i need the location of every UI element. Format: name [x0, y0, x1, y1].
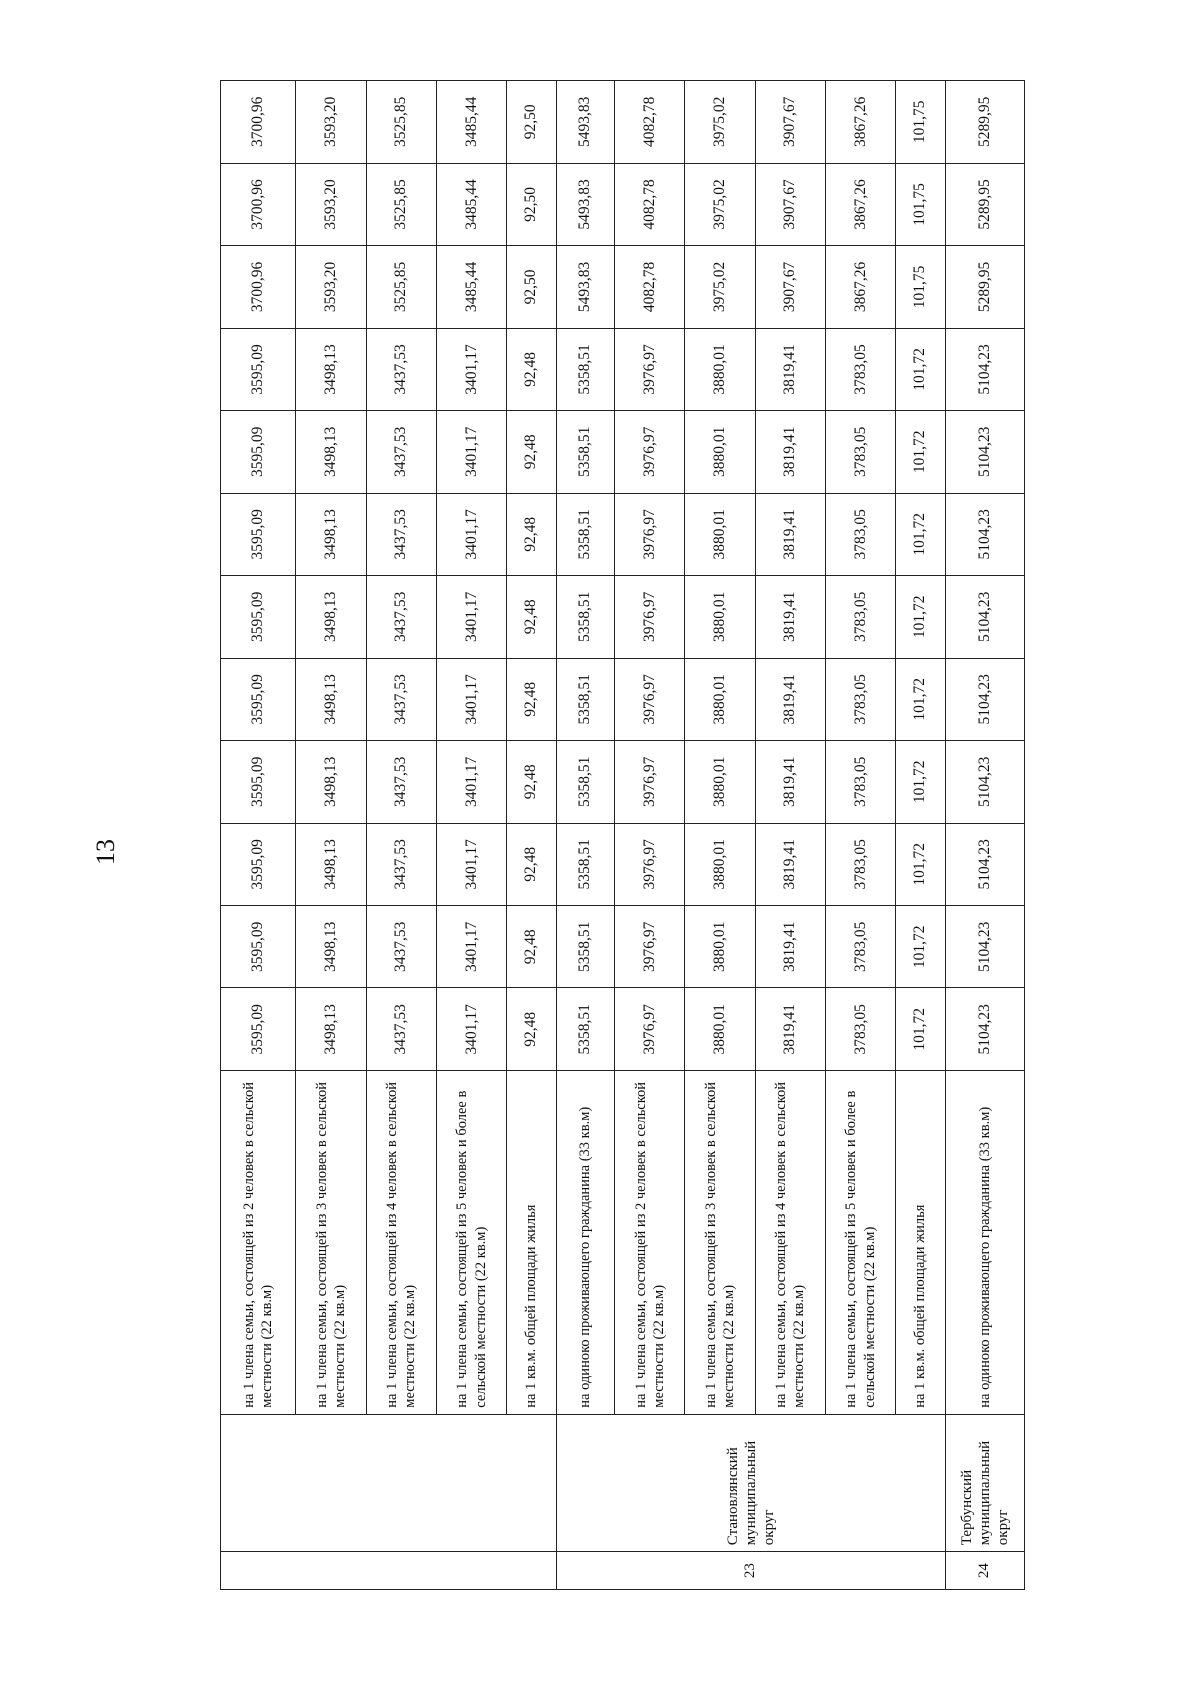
rotated-table-container — [220, 80, 1025, 1590]
value-cell: 5358,51 — [556, 906, 615, 988]
value-cell: 3783,05 — [825, 658, 895, 740]
value-cell: 3976,97 — [615, 411, 685, 493]
value-cell: 5104,23 — [945, 493, 1024, 575]
value-cell: 3976,97 — [615, 741, 685, 823]
table-row — [221, 81, 296, 1590]
value-cell: 3907,67 — [755, 81, 825, 164]
value-cell: 3485,44 — [436, 81, 506, 164]
value-cell: 3880,01 — [685, 658, 755, 740]
value-cell: 3485,44 — [436, 246, 506, 328]
value-cell: 3975,02 — [685, 163, 755, 245]
region-name-cell: Становлянский муниципальный округ — [556, 1414, 945, 1551]
value-cell: 3595,09 — [221, 906, 296, 988]
row-description: на 1 члена семьи, состоящей из 3 человек в сельской местности (22 кв.м) — [685, 1070, 755, 1414]
value-cell: 3401,17 — [436, 328, 506, 410]
table-row — [296, 81, 366, 1590]
row-description: на 1 члена семьи, состоящей из 5 человек и более в сельской местности (22 кв.м) — [825, 1070, 895, 1414]
value-cell: 3819,41 — [755, 823, 825, 905]
value-cell: 3401,17 — [436, 658, 506, 740]
value-cell: 3783,05 — [825, 906, 895, 988]
value-cell: 3975,02 — [685, 246, 755, 328]
value-cell: 3437,53 — [366, 328, 436, 410]
value-cell: 101,72 — [896, 988, 945, 1070]
value-cell: 101,75 — [896, 81, 945, 164]
value-cell: 3595,09 — [221, 411, 296, 493]
table-row — [366, 81, 436, 1590]
value-cell: 92,48 — [507, 658, 556, 740]
value-cell: 5493,83 — [556, 163, 615, 245]
value-cell: 92,48 — [507, 328, 556, 410]
row-description: на 1 члена семьи, состоящей из 4 человек в сельской местности (22 кв.м) — [366, 1070, 436, 1414]
value-cell: 5104,23 — [945, 328, 1024, 410]
region-name-cell — [221, 1414, 557, 1551]
value-cell: 3783,05 — [825, 576, 895, 658]
value-cell: 3595,09 — [221, 328, 296, 410]
value-cell: 5289,95 — [945, 81, 1024, 164]
value-cell: 3783,05 — [825, 741, 895, 823]
value-cell: 3700,96 — [221, 246, 296, 328]
value-cell: 5358,51 — [556, 493, 615, 575]
value-cell: 3437,53 — [366, 988, 436, 1070]
region-index-cell — [221, 1552, 557, 1590]
row-description: на 1 кв.м. общей площади жилья — [896, 1070, 945, 1414]
value-cell: 3819,41 — [755, 493, 825, 575]
row-description: на одиноко проживающего гражданина (33 кв.м) — [556, 1070, 615, 1414]
value-cell: 5493,83 — [556, 81, 615, 164]
value-cell: 5104,23 — [945, 823, 1024, 905]
value-cell: 3783,05 — [825, 411, 895, 493]
value-cell: 3880,01 — [685, 988, 755, 1070]
value-cell: 3401,17 — [436, 988, 506, 1070]
region-index-cell: 24 — [945, 1552, 1024, 1590]
value-cell: 3880,01 — [685, 576, 755, 658]
value-cell: 3595,09 — [221, 741, 296, 823]
value-cell: 3593,20 — [296, 81, 366, 164]
value-cell: 5289,95 — [945, 163, 1024, 245]
value-cell: 101,72 — [896, 906, 945, 988]
table-row — [615, 81, 685, 1590]
value-cell: 3819,41 — [755, 411, 825, 493]
value-cell: 92,48 — [507, 411, 556, 493]
value-cell: 5358,51 — [556, 823, 615, 905]
row-description: на одиноко проживающего гражданина (33 кв.м) — [945, 1070, 1024, 1414]
value-cell: 92,48 — [507, 576, 556, 658]
value-cell: 3700,96 — [221, 81, 296, 164]
value-cell: 5289,95 — [945, 246, 1024, 328]
value-cell: 3401,17 — [436, 411, 506, 493]
value-cell: 5104,23 — [945, 988, 1024, 1070]
value-cell: 3437,53 — [366, 823, 436, 905]
value-cell: 3880,01 — [685, 411, 755, 493]
value-cell: 5104,23 — [945, 576, 1024, 658]
value-cell: 3783,05 — [825, 823, 895, 905]
value-cell: 92,48 — [507, 493, 556, 575]
value-cell: 3595,09 — [221, 576, 296, 658]
value-cell: 3437,53 — [366, 741, 436, 823]
value-cell: 3525,85 — [366, 163, 436, 245]
value-cell: 3498,13 — [296, 658, 366, 740]
table-row — [556, 81, 615, 1590]
value-cell: 92,50 — [507, 246, 556, 328]
value-cell: 5358,51 — [556, 741, 615, 823]
value-cell: 3595,09 — [221, 988, 296, 1070]
table-row — [945, 81, 1024, 1590]
value-cell: 3867,26 — [825, 81, 895, 164]
value-cell: 3880,01 — [685, 493, 755, 575]
value-cell: 3880,01 — [685, 906, 755, 988]
value-cell: 3700,96 — [221, 163, 296, 245]
value-cell: 3437,53 — [366, 906, 436, 988]
value-cell: 3976,97 — [615, 823, 685, 905]
value-cell: 3976,97 — [615, 493, 685, 575]
value-cell: 3401,17 — [436, 493, 506, 575]
value-cell: 92,48 — [507, 906, 556, 988]
value-cell: 4082,78 — [615, 81, 685, 164]
value-cell: 3498,13 — [296, 906, 366, 988]
value-cell: 3401,17 — [436, 576, 506, 658]
value-cell: 3498,13 — [296, 328, 366, 410]
value-cell: 3976,97 — [615, 576, 685, 658]
row-description: на 1 кв.м. общей площади жилья — [507, 1070, 556, 1414]
value-cell: 3437,53 — [366, 658, 436, 740]
value-cell: 3525,85 — [366, 246, 436, 328]
row-description: на 1 члена семьи, состоящей из 5 человек и более в сельской местности (22 кв.м) — [436, 1070, 506, 1414]
tariff-table — [220, 80, 1025, 1590]
table-row — [896, 81, 945, 1590]
value-cell: 3880,01 — [685, 823, 755, 905]
value-cell: 5358,51 — [556, 576, 615, 658]
value-cell: 101,72 — [896, 823, 945, 905]
value-cell: 3867,26 — [825, 246, 895, 328]
value-cell: 5358,51 — [556, 988, 615, 1070]
value-cell: 3498,13 — [296, 823, 366, 905]
value-cell: 3498,13 — [296, 411, 366, 493]
value-cell: 101,72 — [896, 411, 945, 493]
value-cell: 3819,41 — [755, 658, 825, 740]
value-cell: 101,72 — [896, 741, 945, 823]
value-cell: 5104,23 — [945, 658, 1024, 740]
region-index-cell: 23 — [556, 1552, 945, 1590]
value-cell: 3783,05 — [825, 328, 895, 410]
value-cell: 5493,83 — [556, 246, 615, 328]
value-cell: 3907,67 — [755, 246, 825, 328]
value-cell: 92,48 — [507, 741, 556, 823]
table-row — [825, 81, 895, 1590]
value-cell: 101,75 — [896, 246, 945, 328]
value-cell: 4082,78 — [615, 246, 685, 328]
value-cell: 3976,97 — [615, 906, 685, 988]
value-cell: 3498,13 — [296, 493, 366, 575]
value-cell: 3975,02 — [685, 81, 755, 164]
value-cell: 3595,09 — [221, 658, 296, 740]
value-cell: 3498,13 — [296, 741, 366, 823]
value-cell: 3783,05 — [825, 988, 895, 1070]
value-cell: 5104,23 — [945, 411, 1024, 493]
value-cell: 92,50 — [507, 81, 556, 164]
value-cell: 3437,53 — [366, 493, 436, 575]
value-cell: 3595,09 — [221, 823, 296, 905]
value-cell: 92,48 — [507, 823, 556, 905]
value-cell: 5104,23 — [945, 906, 1024, 988]
value-cell: 3819,41 — [755, 741, 825, 823]
value-cell: 3525,85 — [366, 81, 436, 164]
table-row — [436, 81, 506, 1590]
value-cell: 3819,41 — [755, 576, 825, 658]
region-name-cell: Тербунский муниципальный округ — [945, 1414, 1024, 1551]
value-cell: 101,72 — [896, 328, 945, 410]
value-cell: 3976,97 — [615, 328, 685, 410]
table-row — [507, 81, 556, 1590]
value-cell: 3976,97 — [615, 988, 685, 1070]
value-cell: 3437,53 — [366, 411, 436, 493]
value-cell: 101,72 — [896, 576, 945, 658]
value-cell: 3401,17 — [436, 741, 506, 823]
value-cell: 3783,05 — [825, 493, 895, 575]
value-cell: 3907,67 — [755, 163, 825, 245]
value-cell: 3595,09 — [221, 493, 296, 575]
value-cell: 92,50 — [507, 163, 556, 245]
value-cell: 3401,17 — [436, 823, 506, 905]
value-cell: 3498,13 — [296, 576, 366, 658]
value-cell: 3976,97 — [615, 658, 685, 740]
value-cell: 5358,51 — [556, 658, 615, 740]
value-cell: 3498,13 — [296, 988, 366, 1070]
value-cell: 92,48 — [507, 988, 556, 1070]
row-description: на 1 члена семьи, состоящей из 2 человек в сельской местности (22 кв.м) — [221, 1070, 296, 1414]
value-cell: 3485,44 — [436, 163, 506, 245]
value-cell: 3819,41 — [755, 328, 825, 410]
rotated-table-wrapper — [220, 80, 1025, 1590]
value-cell: 101,75 — [896, 163, 945, 245]
value-cell: 3819,41 — [755, 906, 825, 988]
value-cell: 3880,01 — [685, 741, 755, 823]
row-description: на 1 члена семьи, состоящей из 2 человек в сельской местности (22 кв.м) — [615, 1070, 685, 1414]
value-cell: 101,72 — [896, 493, 945, 575]
row-description: на 1 члена семьи, состоящей из 4 человек в сельской местности (22 кв.м) — [755, 1070, 825, 1414]
value-cell: 5358,51 — [556, 411, 615, 493]
value-cell: 5104,23 — [945, 741, 1024, 823]
value-cell: 3401,17 — [436, 906, 506, 988]
table-body — [221, 81, 1025, 1590]
value-cell: 3593,20 — [296, 163, 366, 245]
value-cell: 101,72 — [896, 658, 945, 740]
value-cell: 3880,01 — [685, 328, 755, 410]
value-cell: 3867,26 — [825, 163, 895, 245]
row-description: на 1 члена семьи, состоящей из 3 человек в сельской местности (22 кв.м) — [296, 1070, 366, 1414]
value-cell: 3819,41 — [755, 988, 825, 1070]
value-cell: 3437,53 — [366, 576, 436, 658]
table-row — [755, 81, 825, 1590]
value-cell: 3593,20 — [296, 246, 366, 328]
table-row — [685, 81, 755, 1590]
value-cell: 5358,51 — [556, 328, 615, 410]
page-number: 13 — [91, 839, 120, 865]
value-cell: 4082,78 — [615, 163, 685, 245]
